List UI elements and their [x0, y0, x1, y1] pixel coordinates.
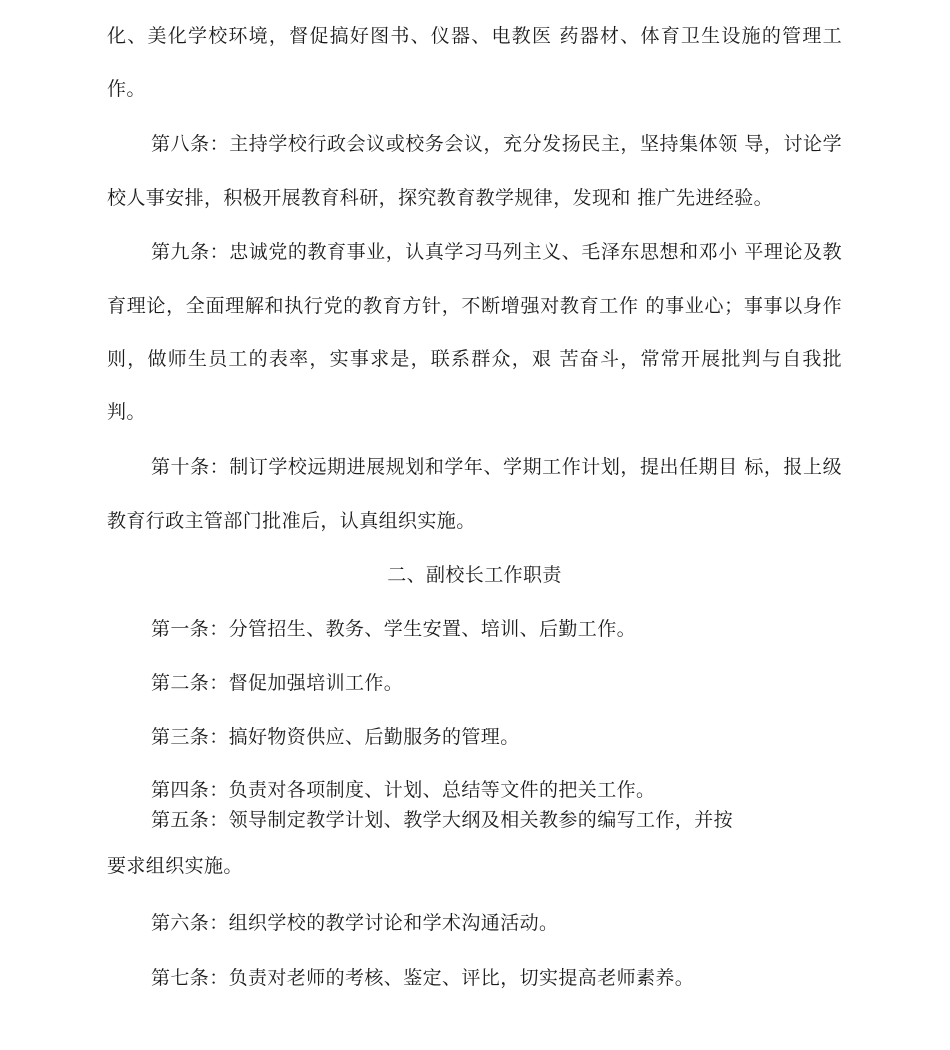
vp-article-7: 第七条：负责对老师的考核、鉴定、评比，切实提高老师素养。 — [151, 967, 695, 989]
vp-article-5-line-2: 要求组织实施。 — [107, 855, 243, 877]
article-10-line-2: 教育行政主管部门批准后，认真组织实施。 — [107, 510, 476, 532]
paragraph-line: 化、美化学校环境，督促搞好图书、仪器、电教医 药器材、体育卫生设施的管理工 — [107, 25, 842, 47]
article-8-line-1: 第八条：主持学校行政会议或校务会议，充分发扬民主，坚持集体领 导，讨论学 — [151, 133, 842, 155]
vp-article-3: 第三条：搞好物资供应、后勤服务的管理。 — [151, 726, 520, 748]
article-9-line-4: 判。 — [107, 401, 146, 423]
vp-article-5-line-1: 第五条：领导制定教学计划、教学大纲及相关教参的编写工作，并按 — [151, 809, 734, 831]
article-8-line-2: 校人事安排，积极开展教育科研，探究教育教学规律，发现和 推广先进经验。 — [107, 187, 774, 209]
paragraph-line: 作。 — [107, 78, 146, 100]
article-9-line-2: 育理论，全面理解和执行党的教育方针，不断增强对教育工作 的事业心；事事以身作 — [107, 295, 842, 317]
vp-article-2: 第二条：督促加强培训工作。 — [151, 672, 404, 694]
article-9-line-1: 第九条：忠诚党的教育事业，认真学习马列主义、毛泽东思想和邓小 平理论及教 — [151, 241, 842, 263]
article-10-line-1: 第十条：制订学校远期进展规划和学年、学期工作计划，提出任期目 标，报上级 — [151, 456, 842, 478]
vp-article-1: 第一条：分管招生、教务、学生安置、培训、后勤工作。 — [151, 618, 637, 640]
article-9-line-3: 则，做师生员工的表率，实事求是，联系群众，艰 苦奋斗，常常开展批判与自我批 — [107, 348, 842, 370]
vp-article-6: 第六条：组织学校的教学讨论和学术沟通活动。 — [151, 912, 559, 934]
vp-article-4: 第四条：负责对各项制度、计划、总结等文件的把关工作。 — [151, 779, 656, 801]
section-heading: 二、副校长工作职责 — [387, 564, 562, 586]
